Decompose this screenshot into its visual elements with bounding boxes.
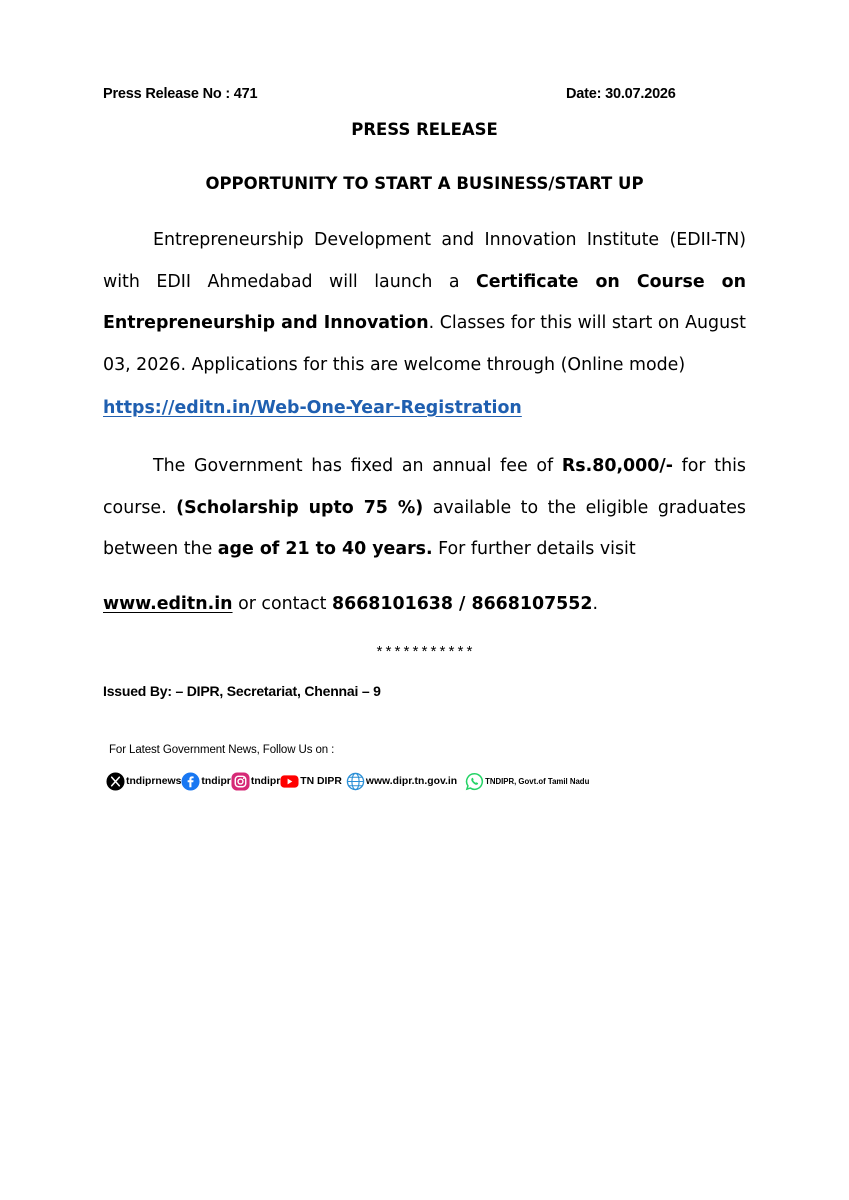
paragraph-fee-details — [103, 446, 746, 571]
facebook-handle: tndipr — [201, 775, 231, 787]
separator: *********** — [374, 645, 475, 662]
release-date: Date: 30.07.2026 — [566, 86, 676, 102]
scholarship-info: (Scholarship upto 75 %) — [176, 497, 424, 518]
instagram-handle: tndipr — [250, 775, 281, 787]
social-instagram[interactable] — [231, 772, 280, 791]
paragraph-text: The Government has fixed an annual fee of — [153, 456, 562, 476]
website-link[interactable]: www.editn.in — [103, 594, 233, 614]
phone-numbers: 8668101638 / 8668107552 — [332, 594, 593, 614]
paragraph-text: available to the eligible graduates between the — [103, 497, 746, 559]
page-subtitle: OPPORTUNITY TO START A BUSINESS/START UP — [205, 174, 644, 193]
paragraph-course-announcement — [103, 220, 746, 386]
x-icon — [106, 772, 125, 791]
instagram-icon — [231, 772, 250, 791]
youtube-icon — [280, 772, 299, 791]
x-handle: tndiprnews — [126, 775, 182, 787]
press-release-number: Press Release No : 471 — [103, 86, 258, 102]
registration-link[interactable]: https://editn.in/Web-One-Year-Registration — [103, 398, 522, 418]
social-whatsapp[interactable] — [465, 772, 589, 791]
follow-us-text: For Latest Government News, Follow Us on : — [109, 744, 335, 756]
paragraph-text: for this course. — [103, 456, 746, 518]
paragraph-text: . Classes for this will start on August 03, 2026. Applications for this are welcome through (Online mode) — [103, 313, 746, 375]
course-name: Certificate on Course on Entrepreneurship and Innovation — [103, 271, 746, 333]
globe-icon — [346, 772, 365, 791]
contact-text: or contact — [232, 594, 332, 614]
social-website[interactable] — [346, 772, 457, 791]
release-header — [103, 86, 703, 106]
issued-by: Issued By: – DIPR, Secretariat, Chennai – 9 — [103, 683, 381, 699]
page-title: PRESS RELEASE — [351, 120, 498, 139]
website-url: www.dipr.tn.gov.in — [365, 775, 458, 787]
social-youtube[interactable] — [280, 772, 342, 791]
facebook-icon — [181, 772, 200, 791]
whatsapp-icon — [465, 772, 484, 791]
contact-line — [103, 588, 598, 620]
age-eligibility: age of 21 to 40 years. — [217, 539, 433, 559]
social-x[interactable] — [106, 772, 181, 791]
social-links — [106, 770, 589, 792]
youtube-handle: TN DIPR — [300, 775, 342, 787]
annual-fee: Rs.80,000/- — [561, 456, 673, 476]
paragraph-text: For further details visit — [432, 539, 636, 559]
whatsapp-handle: TNDIPR, Govt.of Tamil Nadu — [485, 776, 590, 786]
paragraph-text: Entrepreneurship Development and Innovation Institute (EDII-TN) with EDII Ahmedabad will launch a — [103, 230, 746, 292]
contact-end: . — [592, 594, 599, 614]
social-facebook[interactable] — [181, 772, 230, 791]
